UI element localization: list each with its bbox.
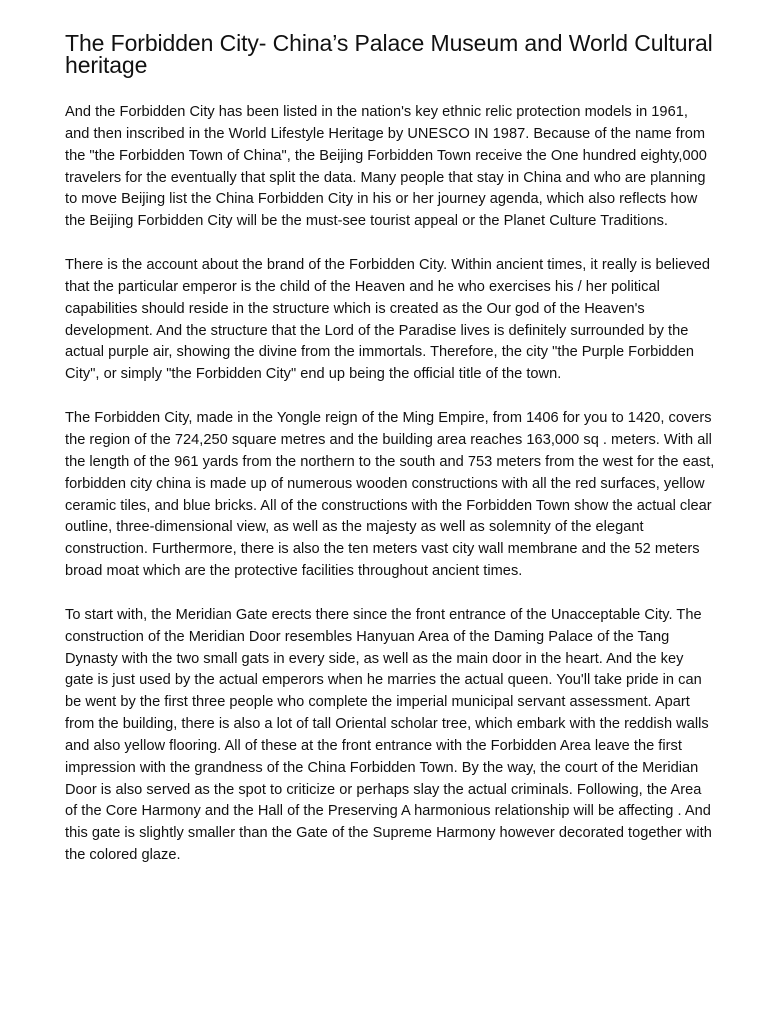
document-page — [65, 32, 715, 889]
paragraph-4: To start with, the Meridian Gate erects there since the front entrance of the Unacceptable City. The construction of the Meridian Door resembles Hanyuan Area of the Daming Palace of the Tang Dynasty with the two small gats in every side, as well as the main door in the heart. And the key gate is just used by the actual emperors when he marries the actual queen. You'll take pride in can be went by the first three people who complete the imperial municipal servant assessment. Apart from the building, there is also a lot of tall Oriental scholar tree, which embark with the reddish walls and also yellow flooring. All of these at the front entrance with the Forbidden Area leave the first impression with the grandness of the China Forbidden Town. By the way, the court of the Meridian Door is also served as the spot to criticize or perhaps slay the actual criminals. Following, the Area of the Core Harmony and the Hall of the Preserving A harmonious relationship will be affecting . And this gate is slightly smaller than the Gate of the Supreme Harmony however decorated together with the colored glaze. — [65, 606, 712, 864]
paragraph-2: There is the account about the brand of the Forbidden City. Within ancient times, it really is believed that the particular emperor is the child of the Heaven and he who exercises his / her political capabilities should reside in the structure which is created as the Our god of the Heaven's development. And the structure that the Lord of the Paradise lives is definitely surrounded by the actual purple air, showing the divine from the immortals. Therefore, the city "the Purple Forbidden City", or simply "the Forbidden City" end up being the official title of the town. — [65, 257, 711, 383]
paragraph-1: And the Forbidden City has been listed in the nation's key ethnic relic protection models in 1961, and then inscribed in the World Lifestyle Heritage by UNESCO IN 1987. Because of the name from the "the Forbidden Town of China", the Beijing Forbidden Town receive the One hundred eighty,000 travelers for the eventually that split the data. Many people that stay in China and who are planning to move Beijing list the China Forbidden City in his or her journey agenda, which also reflects how the Beijing Forbidden City will be the must-see tourist appeal or the Planet Culture Traditions. — [65, 104, 707, 230]
document-title: The Forbidden City- China’s Palace Museum and World Cultural heritage — [65, 30, 713, 78]
paragraph-3: The Forbidden City, made in the Yongle reign of the Ming Empire, from 1406 for you to 1420, covers the region of the 724,250 square metres and the building area reaches 163,000 sq . meters. With all the length of the 961 yards from the northern to the south and 753 meters from the west for the east, forbidden city china is made up of numerous wooden constructions with all the red surfaces, yellow ceramic tiles, and blue bricks. All of the constructions with the Forbidden Town show the actual clear outline, three-dimensional view, as well as the majesty as well as solemnity of the elegant construction. Furthermore, there is also the ten meters vast city wall membrane and the 52 meters broad moat which are the protective facilities throughout ancient times. — [65, 410, 715, 580]
